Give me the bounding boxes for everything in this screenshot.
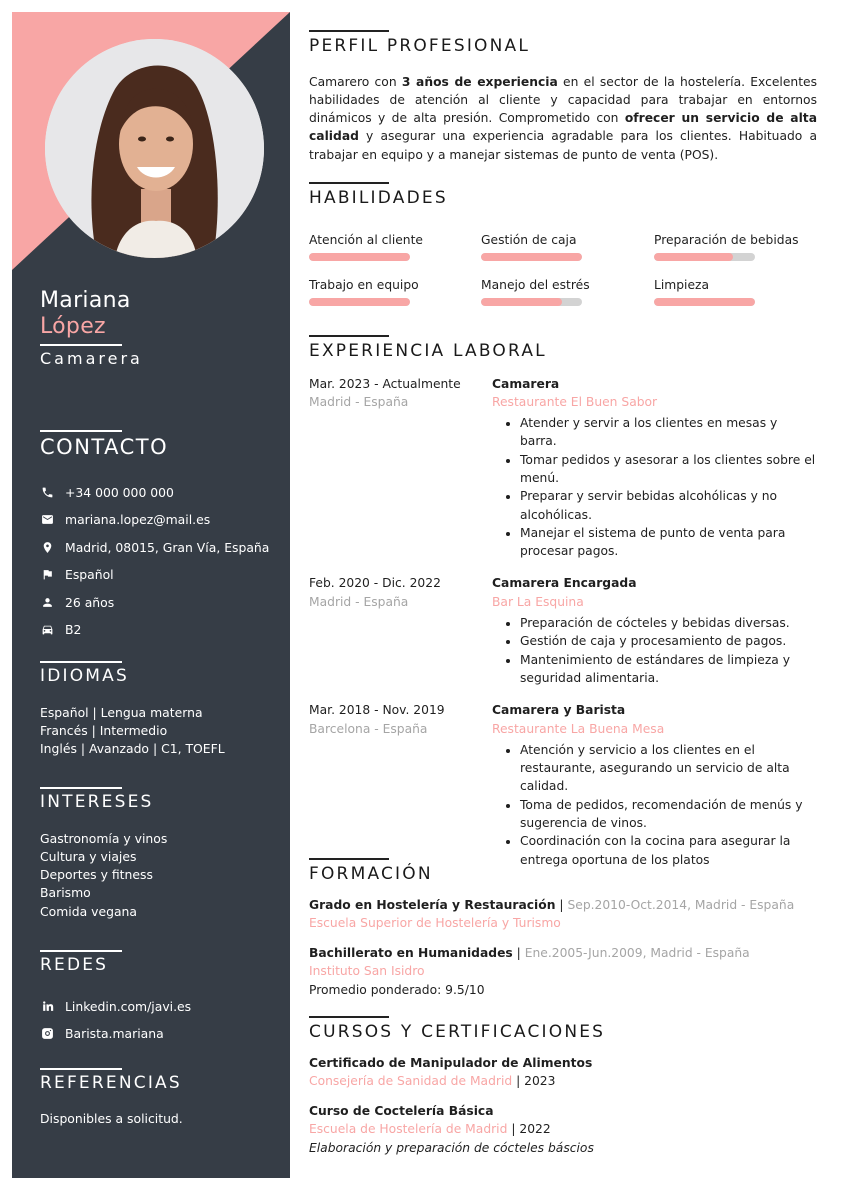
- contact-age-text: 26 años: [65, 594, 115, 610]
- skill-fill: [481, 253, 582, 261]
- social-linkedin[interactable]: [40, 993, 280, 1021]
- profile-photo: [45, 39, 264, 258]
- courses-heading: CURSOS Y CERTIFICACIONES: [309, 1021, 606, 1042]
- skill-fill: [309, 298, 410, 306]
- interests-section: [40, 787, 280, 921]
- skill-item: [654, 233, 817, 261]
- job-task: • Preparación de cócteles y bebidas diversas.: [520, 614, 817, 632]
- profile-divider: [309, 30, 389, 32]
- contact-heading: CONTACTO: [40, 434, 169, 459]
- course-line: [309, 1120, 817, 1138]
- references-heading: REFERENCIAS: [40, 1072, 182, 1093]
- job-date: Feb. 2020 - Dic. 2022: [309, 576, 441, 591]
- job-location: Madrid - España: [309, 394, 409, 409]
- course-title: Certificado de Manipulador de Alimentos: [309, 1055, 593, 1070]
- education-separator: |: [512, 946, 525, 961]
- education-entry: [309, 896, 817, 933]
- languages-divider: [40, 661, 122, 663]
- skill-bar: [309, 253, 410, 261]
- job-task: • Toma de pedidos, recomendación de menús y sugerencia de vinos.: [520, 796, 817, 833]
- contact-nationality-text: Español: [65, 567, 114, 583]
- job-company: Restaurante La Buena Mesa: [492, 721, 665, 736]
- interest-item: Comida vegana: [40, 903, 138, 919]
- education-heading: FORMACIÓN: [309, 863, 433, 884]
- skill-fill: [654, 253, 733, 261]
- social-instagram-text: Barista.mariana: [65, 1026, 164, 1042]
- experience-heading: EXPERIENCIA LABORAL: [309, 340, 547, 361]
- skill-fill: [481, 298, 562, 306]
- job-tasks: [492, 614, 817, 687]
- skill-item: [309, 278, 481, 306]
- social-section: [40, 950, 280, 1048]
- profile-text: [309, 73, 817, 164]
- skill-name: Trabajo en equipo: [309, 277, 419, 292]
- profile-heading: PERFIL PROFESIONAL: [309, 35, 531, 56]
- job-task: • Tomar pedidos y asesorar a los clientes sobre el menú.: [520, 451, 817, 488]
- contact-age: [40, 589, 280, 617]
- language-item: Francés | Intermedio: [40, 722, 168, 738]
- course-line: [309, 1072, 817, 1090]
- skill-bar: [654, 298, 755, 306]
- contact-license: [40, 616, 280, 644]
- education-line: [309, 896, 817, 914]
- references-divider: [40, 1068, 122, 1070]
- name-divider: [40, 344, 122, 346]
- job-date: Mar. 2023 - Actualmente: [309, 376, 461, 391]
- interests-heading: INTERESES: [40, 791, 154, 812]
- education-separator: |: [555, 897, 568, 912]
- course-org: Escuela de Hostelería de Madrid: [309, 1122, 508, 1137]
- education-divider: [309, 858, 389, 860]
- job-date: Mar. 2018 - Nov. 2019: [309, 703, 445, 718]
- skill-bar: [481, 298, 582, 306]
- skills-divider: [309, 182, 389, 184]
- job-entry: [309, 701, 817, 869]
- profile-section: [309, 30, 817, 164]
- social-divider: [40, 950, 122, 952]
- interest-item: Gastronomía y vinos: [40, 830, 168, 846]
- interest-item: Deportes y fitness: [40, 867, 153, 883]
- job-task: • Mantenimiento de estándares de limpieza y seguridad alimentaria.: [520, 651, 817, 688]
- job-meta: [309, 701, 492, 869]
- job-role: Camarera y Barista: [492, 703, 626, 718]
- education-line: [309, 944, 817, 962]
- job-task: • Atención y servicio a los clientes en el restaurante, asegurando un servicio de alta calidad.: [520, 741, 817, 796]
- car-icon: [40, 623, 54, 637]
- education-entry: [309, 944, 817, 999]
- job-details: [492, 375, 817, 561]
- job-entry: [309, 574, 817, 687]
- person-icon: [40, 595, 54, 609]
- course-year: | 2022: [507, 1122, 551, 1137]
- first-name: Mariana: [40, 288, 131, 313]
- profile-text-part: y asegurar una experiencia agradable para los clientes. Habituado a trabajar en equipo y a manejar sistemas de punto de venta (POS).: [309, 129, 817, 162]
- skill-name: Gestión de caja: [481, 232, 577, 247]
- contact-phone-text: +34 000 000 000: [65, 484, 174, 500]
- skill-bar: [654, 253, 755, 261]
- course-entry: [309, 1054, 817, 1091]
- education-institution: Instituto San Isidro: [309, 964, 425, 979]
- instagram-icon: [40, 1027, 54, 1041]
- interests-divider: [40, 787, 122, 789]
- contact-section: [40, 430, 280, 644]
- job-tasks: [492, 414, 817, 560]
- course-title: Curso de Coctelería Básica: [309, 1104, 494, 1119]
- skill-fill: [309, 253, 410, 261]
- last-name: López: [40, 314, 106, 339]
- sidebar: [12, 12, 290, 1178]
- job-location: Barcelona - España: [309, 721, 428, 736]
- course-org: Consejería de Sanidad de Madrid: [309, 1073, 513, 1088]
- course-entry: [309, 1102, 817, 1157]
- skill-item: [481, 278, 654, 306]
- skill-name: Manejo del estrés: [481, 277, 590, 292]
- education-title: Bachillerato en Humanidades: [309, 946, 513, 961]
- contact-list: [40, 479, 280, 644]
- contact-email: [40, 506, 280, 534]
- courses-section: [309, 1016, 817, 1157]
- references-text: Disponibles a solicitud.: [40, 1110, 183, 1126]
- language-item: Inglés | Avanzado | C1, TOEFL: [40, 741, 225, 757]
- profile-highlight: ofrecer un servicio de alta calidad: [309, 111, 817, 144]
- job-role: Camarera Encargada: [492, 576, 637, 591]
- job-entry: [309, 375, 817, 561]
- job-task: • Manejar el sistema de punto de venta para procesar pagos.: [520, 524, 817, 561]
- job-title: Camarera: [40, 348, 143, 368]
- education-section: [309, 858, 817, 999]
- linkedin-icon: [40, 999, 54, 1013]
- skill-bar: [309, 298, 410, 306]
- experience-section: [309, 335, 817, 869]
- interest-item: Barismo: [40, 885, 91, 901]
- social-instagram[interactable]: [40, 1020, 280, 1048]
- job-company: Restaurante El Buen Sabor: [492, 394, 658, 409]
- social-linkedin-text: Linkedin.com/javi.es: [65, 998, 192, 1014]
- skill-name: Limpieza: [654, 277, 710, 292]
- interest-item: Cultura y viajes: [40, 848, 137, 864]
- job-details: [492, 701, 817, 869]
- languages-heading: IDIOMAS: [40, 665, 129, 686]
- skills-heading: HABILIDADES: [309, 187, 448, 208]
- languages-list: [40, 704, 280, 759]
- job-company: Bar La Esquina: [492, 594, 584, 609]
- profile-text-part: Camarero con: [309, 74, 402, 89]
- job-details: [492, 574, 817, 687]
- profile-text-part: en el sector de la hostelería. Excelentes habilidades de atención al cliente y capacidad para trabajar en entornos dinámicos y de alta presión. Comprometido con: [309, 74, 817, 126]
- job-meta: [309, 375, 492, 561]
- phone-icon: [40, 485, 54, 499]
- job-task: • Coordinación con la cocina para asegurar la entrega oportuna de los platos: [520, 832, 817, 869]
- skill-item: [654, 278, 817, 306]
- job-meta: [309, 574, 492, 687]
- job-role: Camarera: [492, 376, 560, 391]
- mail-icon: [40, 513, 54, 527]
- skills-grid: [309, 233, 817, 306]
- contact-license-text: B2: [65, 622, 82, 638]
- skill-fill: [654, 298, 755, 306]
- job-task: • Atender y servir a los clientes en mesas y barra.: [520, 414, 817, 451]
- contact-address-text: Madrid, 08015, Gran Vía, España: [65, 539, 270, 555]
- contact-address: [40, 534, 280, 562]
- contact-phone: [40, 479, 280, 507]
- skill-name: Preparación de bebidas: [654, 232, 799, 247]
- education-meta: Sep.2010-Oct.2014, Madrid - España: [567, 897, 795, 912]
- education-institution: Escuela Superior de Hostelería y Turismo: [309, 915, 561, 930]
- skill-name: Atención al cliente: [309, 232, 423, 247]
- job-task: • Preparar y servir bebidas alcohólicas y no alcohólicas.: [520, 487, 817, 524]
- education-title: Grado en Hostelería y Restauración: [309, 897, 556, 912]
- language-item: Español | Lengua materna: [40, 704, 203, 720]
- skills-section: [309, 182, 817, 306]
- social-heading: REDES: [40, 954, 109, 975]
- skill-item: [309, 233, 481, 261]
- course-year: | 2023: [512, 1073, 556, 1088]
- name-block: [40, 288, 270, 368]
- profile-highlight: 3 años de experiencia: [401, 74, 558, 89]
- education-extra: Promedio ponderado: 9.5/10: [309, 982, 485, 997]
- contact-nationality: [40, 561, 280, 589]
- skill-item: [481, 233, 654, 261]
- courses-divider: [309, 1016, 389, 1018]
- references-section: [40, 1068, 280, 1126]
- course-description: Elaboración y preparación de cócteles báscios: [309, 1140, 594, 1155]
- flag-icon: [40, 568, 54, 582]
- experience-divider: [309, 335, 389, 337]
- contact-email-text: mariana.lopez@mail.es: [65, 512, 211, 528]
- education-meta: Ene.2005-Jun.2009, Madrid - España: [524, 946, 750, 961]
- contact-divider: [40, 430, 122, 432]
- location-pin-icon: [40, 540, 54, 554]
- languages-section: [40, 661, 280, 758]
- job-task: • Gestión de caja y procesamiento de pagos.: [520, 632, 817, 650]
- social-list: [40, 993, 280, 1048]
- job-location: Madrid - España: [309, 594, 409, 609]
- interests-list: [40, 830, 280, 921]
- skill-bar: [481, 253, 582, 261]
- job-tasks: [492, 741, 817, 869]
